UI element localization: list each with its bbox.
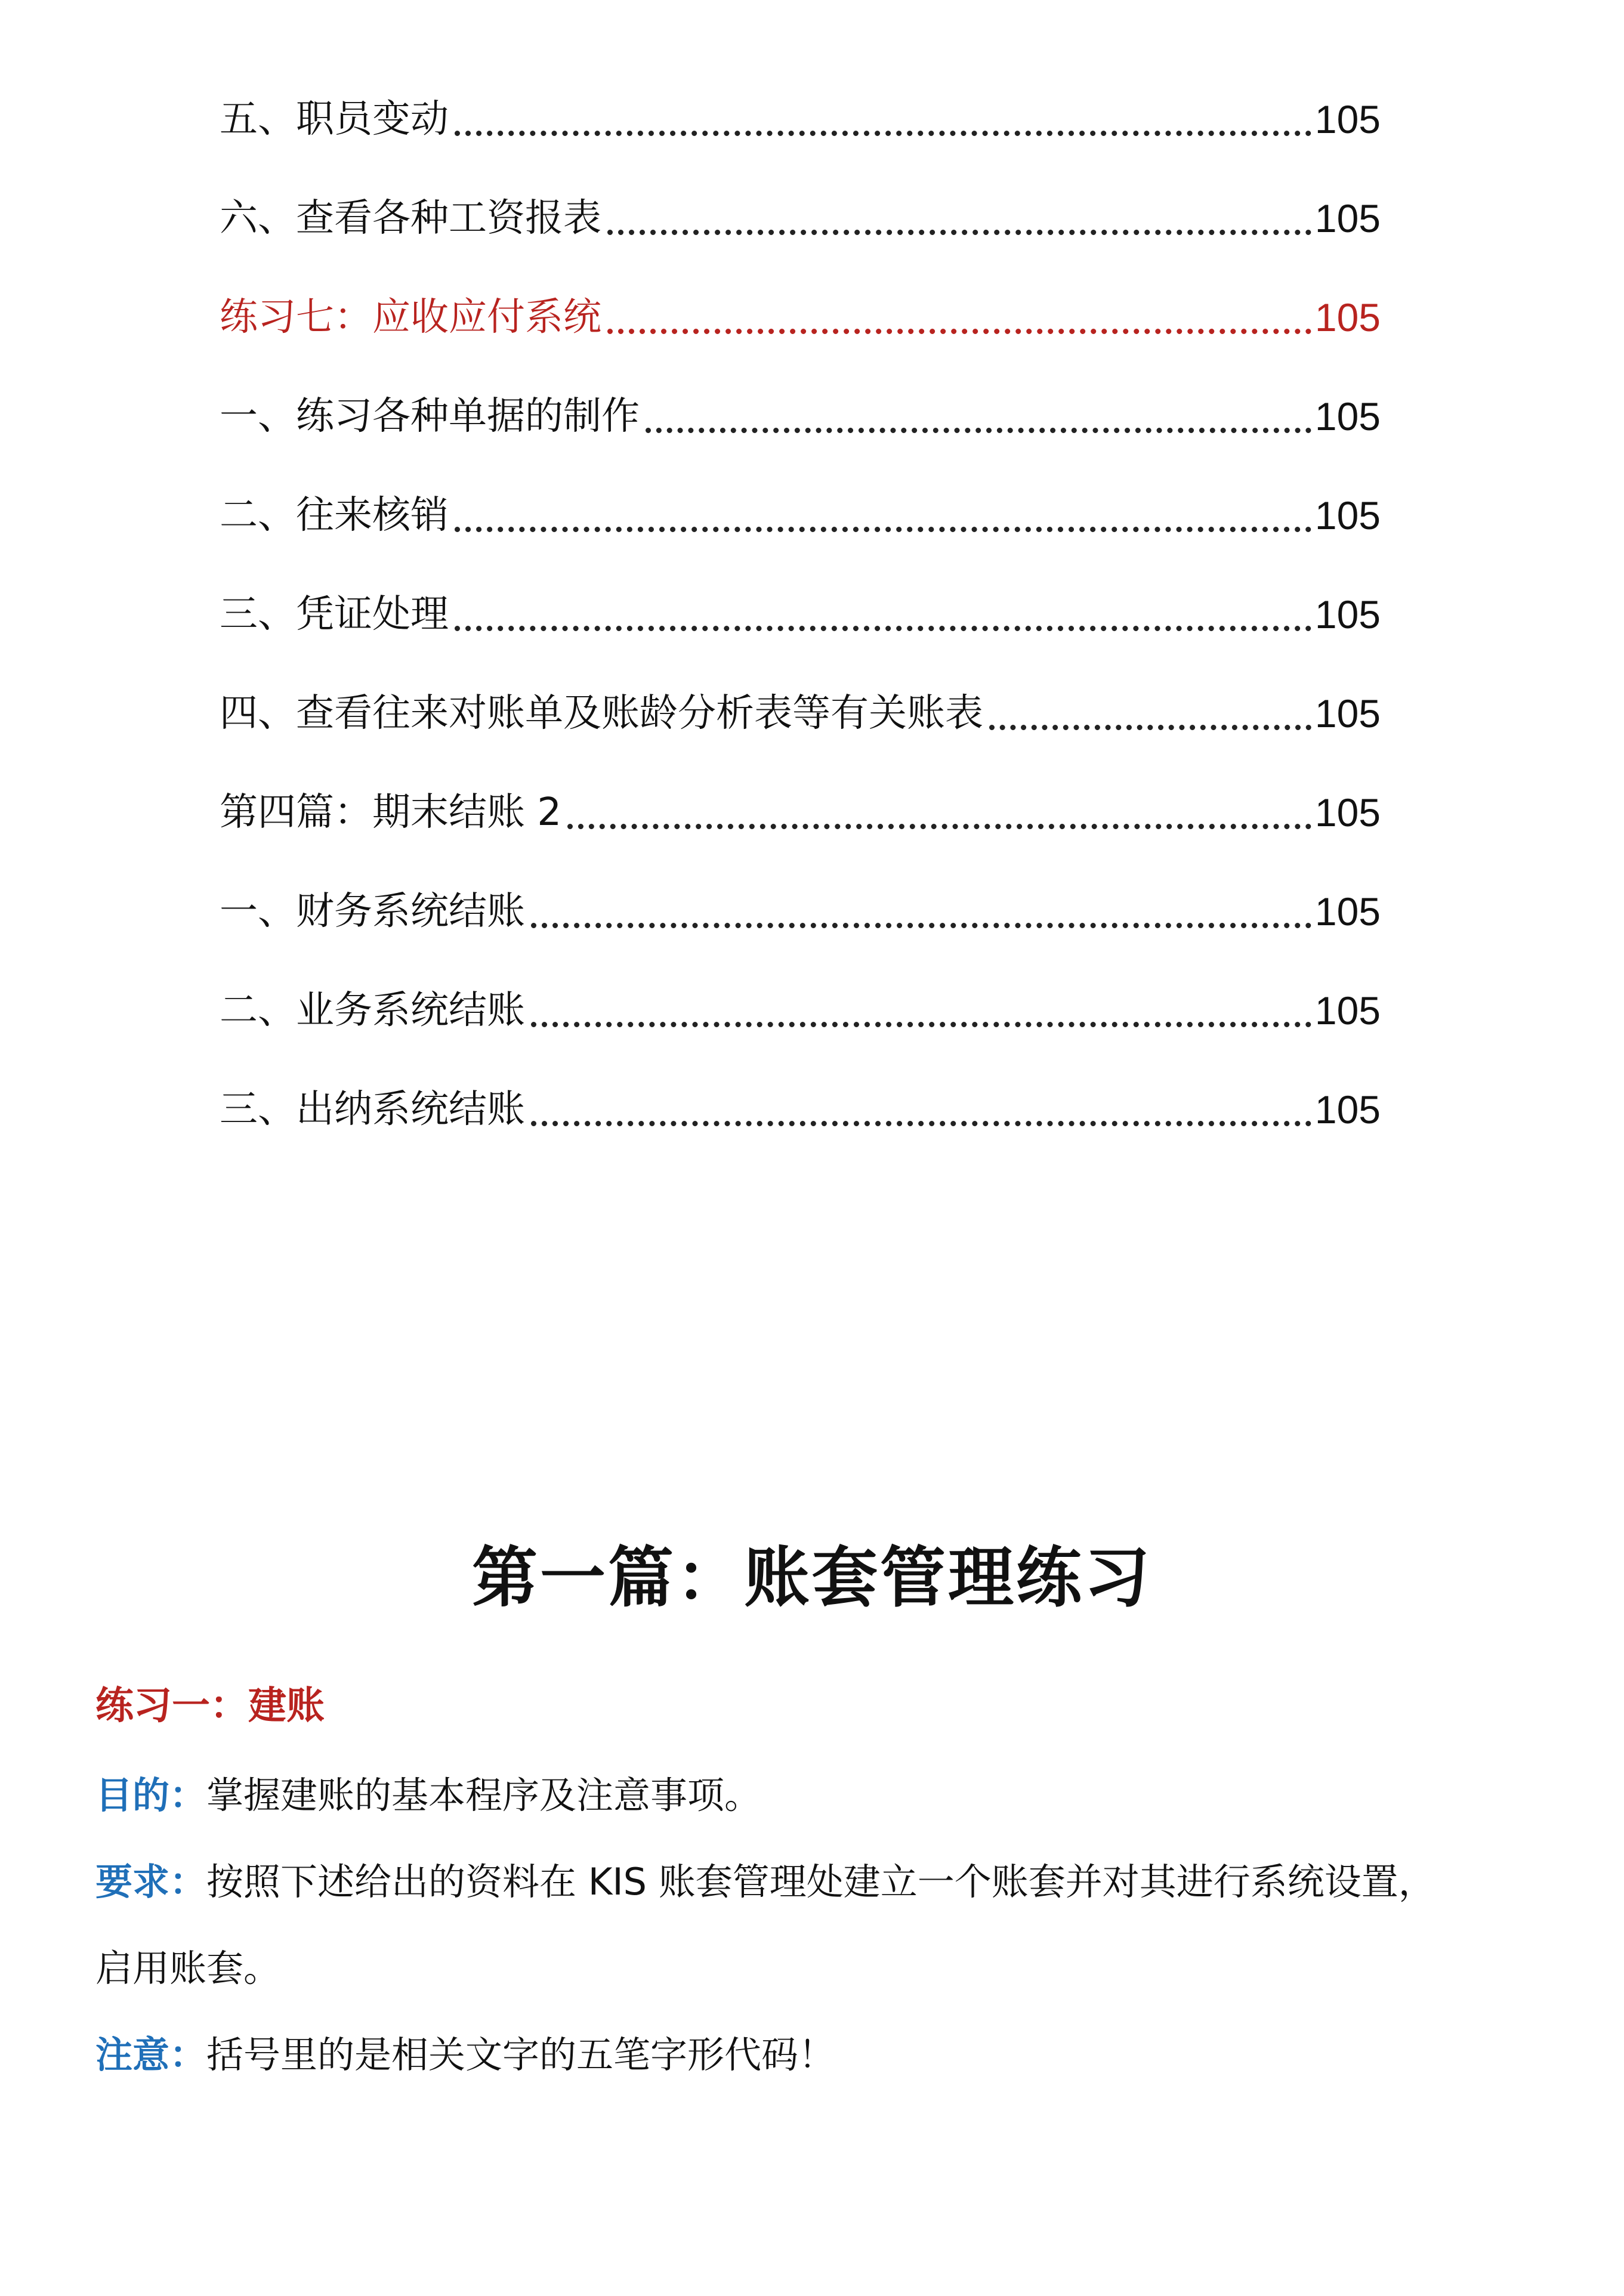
requirement-text: 按照下述给出的资料在 KIS 账套管理处建立一个账套并对其进行系统设置， bbox=[206, 1860, 1435, 1903]
toc-leader-dots bbox=[455, 527, 1311, 532]
toc-leader-dots bbox=[567, 824, 1311, 829]
note-tag: 注意： bbox=[95, 2033, 207, 2076]
purpose-tag: 目的： bbox=[95, 1773, 207, 1817]
toc-entry-label: 五、职员变动 bbox=[220, 97, 449, 141]
section-title: 第一篇：账套管理练习 bbox=[472, 1540, 1152, 1616]
toc-entry-label: 练习七：应收应付系统 bbox=[220, 295, 601, 339]
toc-entry[interactable] bbox=[220, 387, 1381, 446]
toc-leader-dots bbox=[607, 230, 1311, 235]
toc-entry-label: 二、往来核销 bbox=[220, 493, 449, 537]
toc-entry[interactable] bbox=[220, 1080, 1381, 1139]
exercise-heading: 练习一：建账 bbox=[95, 1684, 325, 1728]
toc-entry-label: 六、查看各种工资报表 bbox=[220, 196, 601, 240]
toc-entry-label: 三、出纳系统结账 bbox=[220, 1087, 525, 1132]
toc-entry[interactable] bbox=[220, 486, 1381, 545]
toc-leader-dots bbox=[455, 626, 1311, 631]
toc-page-number: 105 bbox=[1314, 691, 1381, 736]
toc-page-number: 105 bbox=[1314, 196, 1381, 240]
requirement-tag: 要求： bbox=[95, 1860, 207, 1903]
toc-entry[interactable] bbox=[220, 981, 1381, 1040]
toc-page-number: 105 bbox=[1314, 889, 1381, 934]
toc-entry-label: 一、练习各种单据的制作 bbox=[220, 394, 640, 438]
toc-leader-dots bbox=[531, 1121, 1311, 1126]
note-paragraph bbox=[95, 2025, 1563, 2085]
requirement-text-continued: 启用账套。 bbox=[95, 1946, 281, 1990]
toc-page-number: 105 bbox=[1314, 493, 1381, 537]
toc-leader-dots bbox=[531, 1022, 1311, 1027]
toc-leader-dots bbox=[646, 428, 1311, 433]
toc-entry-label: 二、业务系统结账 bbox=[220, 988, 525, 1033]
toc-page-number: 105 bbox=[1314, 790, 1381, 835]
toc-page-number: 105 bbox=[1314, 295, 1381, 339]
toc-page-number: 105 bbox=[1314, 988, 1381, 1033]
toc-entry-part[interactable] bbox=[220, 783, 1381, 842]
requirement-paragraph bbox=[95, 1852, 1563, 1912]
toc-page-number: 105 bbox=[1314, 592, 1381, 636]
toc-page-number: 105 bbox=[1314, 97, 1381, 141]
purpose-text: 掌握建账的基本程序及注意事项。 bbox=[206, 1773, 762, 1817]
toc-entry-label: 一、财务系统结账 bbox=[220, 889, 525, 934]
toc-leader-dots bbox=[455, 131, 1311, 136]
toc-entry[interactable] bbox=[220, 188, 1381, 248]
toc-entry-label: 第四篇：期末结账 2 bbox=[220, 790, 562, 835]
toc-entry[interactable] bbox=[220, 585, 1381, 644]
note-text: 括号里的是相关文字的五笔字形代码！ bbox=[206, 2033, 836, 2076]
requirement-paragraph-continued bbox=[95, 1939, 1563, 1998]
toc-entry[interactable] bbox=[220, 89, 1381, 149]
toc-entry-chapter[interactable] bbox=[220, 288, 1381, 347]
toc-entry-label: 四、查看往来对账单及账龄分析表等有关账表 bbox=[220, 691, 983, 736]
toc-leader-dots bbox=[607, 329, 1311, 334]
toc-page-number: 105 bbox=[1314, 1087, 1381, 1132]
toc-page-number: 105 bbox=[1314, 394, 1381, 438]
toc-entry[interactable] bbox=[220, 684, 1381, 743]
toc-leader-dots bbox=[531, 923, 1311, 928]
toc-entry-label: 三、凭证处理 bbox=[220, 592, 449, 636]
toc-entry[interactable] bbox=[220, 882, 1381, 941]
toc-leader-dots bbox=[989, 725, 1311, 730]
purpose-paragraph bbox=[95, 1766, 1563, 1825]
